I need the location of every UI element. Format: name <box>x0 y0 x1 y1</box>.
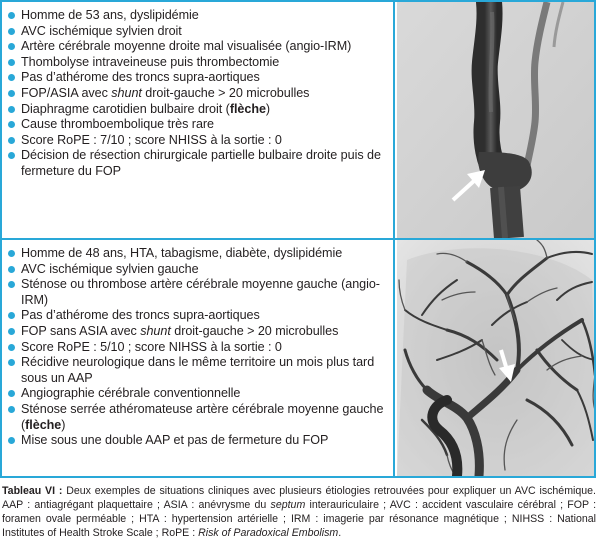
list-item <box>8 355 389 386</box>
italic-text: shunt <box>111 85 142 100</box>
bullet-icon <box>8 328 15 335</box>
bullet-icon <box>8 74 15 81</box>
list-item <box>8 402 389 433</box>
list-item <box>8 308 389 324</box>
italic-text: Risk of Paradoxical Embolism <box>198 527 339 539</box>
list-item <box>8 386 389 402</box>
list-item <box>8 433 389 449</box>
case-2-row <box>2 240 594 476</box>
list-item <box>8 133 389 149</box>
bullet-icon <box>8 90 15 97</box>
bullet-icon <box>8 437 15 444</box>
bold-text: Tableau VI : <box>2 485 67 497</box>
bullet-icon <box>8 121 15 128</box>
list-item <box>8 24 389 40</box>
text-run: . <box>338 527 342 539</box>
list-item <box>8 324 389 340</box>
bold-text: flèche <box>229 101 266 116</box>
case-1-row <box>2 2 594 240</box>
text-run: Score RoPE : 5/10 ; score NIHSS à la sortie : 0 <box>21 339 282 354</box>
bullet-icon <box>8 359 15 366</box>
bullet-icon <box>8 312 15 319</box>
text-run: Pas d’athérome des troncs supra-aortiques <box>21 70 260 85</box>
case-2-list <box>8 246 389 449</box>
text-run: droit-gauche > 20 microbulles <box>170 323 339 338</box>
text-run: Cause thromboembolique très rare <box>21 117 215 132</box>
bold-text: flèche <box>25 417 62 432</box>
case-2-text-cell <box>2 240 395 476</box>
text-run: AVC ischémique sylvien gauche <box>21 261 199 276</box>
text-run: AVC ischémique sylvien droit <box>21 23 182 38</box>
bullet-icon <box>8 406 15 413</box>
text-run: interauriculaire ; AVC : accident vasculaire cérébral ; FOP : foramen ovale perméable ; HTA : hypertension artérielle ; IRM : imagerie par résonance magnétique ; NIHSS : National Institutes of Health Stroke Scale ; RoPE : <box>2 499 597 539</box>
text-run: Pas d’athérome des troncs supra-aortiques <box>21 308 260 323</box>
text-run: Mise sous une double AAP et pas de fermeture du FOP <box>21 433 329 448</box>
bullet-icon <box>8 344 15 351</box>
list-item <box>8 117 389 133</box>
list-item <box>8 246 389 262</box>
text-run: Deux exemples de situations cliniques avec plusieurs étiologies retrouvées pour expliquer un AVC ischémique. AAP : antiagrégant plaquettaire ; ASIA : anévrysme du <box>2 485 596 511</box>
text-run: Artère cérébrale moyenne droite mal visualisée (angio-IRM) <box>21 39 352 54</box>
text-run: Thombolyse intraveineuse puis thrombectomie <box>21 54 280 69</box>
list-item <box>8 8 389 24</box>
text-run: droit-gauche > 20 microbulles <box>141 85 310 100</box>
list-item <box>8 70 389 86</box>
text-run: FOP/ASIA avec <box>21 85 112 100</box>
case-1-text-cell <box>2 2 395 238</box>
bullet-icon <box>8 390 15 397</box>
text-run: ) <box>61 417 66 432</box>
table-caption <box>2 484 596 540</box>
case-1-angiogram-image <box>397 2 594 238</box>
text-run: Score RoPE : 7/10 ; score NHISS à la sortie : 0 <box>21 132 282 147</box>
text-run: Sténose ou thrombose artère cérébrale moyenne gauche (angio-IRM) <box>21 277 380 307</box>
text-run: Angiographie cérébrale conventionnelle <box>21 386 241 401</box>
text-run: Décision de résection chirurgicale partielle bulbaire droite puis de fermeture du FOP <box>21 148 381 178</box>
list-item <box>8 277 389 308</box>
list-item <box>8 102 389 118</box>
list-item <box>8 39 389 55</box>
bullet-icon <box>8 43 15 50</box>
list-item <box>8 86 389 102</box>
list-item <box>8 262 389 278</box>
bullet-icon <box>8 266 15 273</box>
list-item <box>8 148 389 179</box>
case-2-angiogram-image <box>397 240 594 476</box>
bullet-icon <box>8 281 15 288</box>
text-run: Homme de 48 ans, HTA, tabagisme, diabète, dyslipidémie <box>21 246 343 260</box>
text-run: ) <box>265 101 271 116</box>
italic-text: shunt <box>140 323 171 338</box>
list-item <box>8 340 389 356</box>
bullet-icon <box>8 106 15 113</box>
text-run: Homme de 53 ans, dyslipidémie <box>21 8 199 22</box>
text-run: Récidive neurologique dans le même territoire un mois plus tard sous un AAP <box>21 355 375 385</box>
text-run: Sténose serrée athéromateuse artère cérébrale moyenne gauche ( <box>21 401 384 432</box>
carotid-angiogram <box>397 2 594 238</box>
bullet-icon <box>8 12 15 19</box>
list-item <box>8 55 389 71</box>
cerebral-angiogram <box>397 240 594 476</box>
italic-text: septum <box>270 499 306 511</box>
bullet-icon <box>8 59 15 66</box>
bullet-icon <box>8 152 15 159</box>
case-1-list <box>8 8 389 180</box>
bullet-icon <box>8 250 15 257</box>
bullet-icon <box>8 28 15 35</box>
text-run: Diaphragme carotidien bulbaire droit ( <box>21 101 230 116</box>
bullet-icon <box>8 137 15 144</box>
text-run: FOP sans ASIA avec <box>21 323 141 338</box>
